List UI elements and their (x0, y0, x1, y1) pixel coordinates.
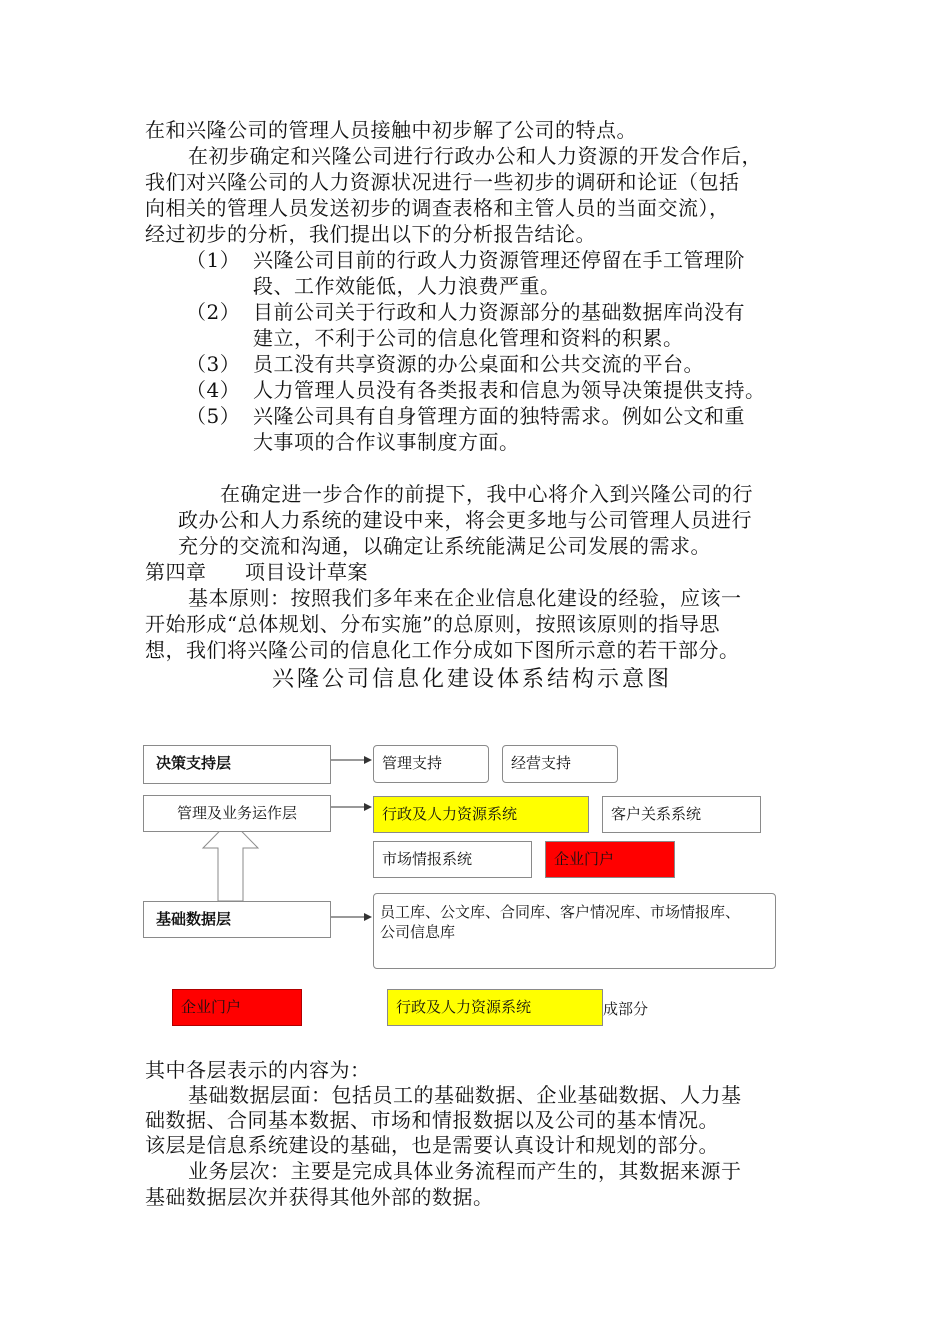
paragraph-line: 业务层次：主要是完成具体业务流程而产生的，其数据来源于 (188, 1159, 742, 1183)
list-item-number: （1） (186, 248, 241, 272)
list-item: 大事项的合作议事制度方面。 (253, 430, 520, 454)
market-intel-system-box: 市场情报系统 (373, 841, 532, 878)
chapter-title: 项目设计草案 (245, 560, 368, 584)
hr-system-box: 行政及人力资源系统 (373, 796, 589, 833)
database-list-line: 公司信息库 (380, 923, 456, 941)
paragraph-line: 在和兴隆公司的管理人员接触中初步解了公司的特点。 (145, 118, 637, 142)
paragraph-line: 基础数据层面：包括员工的基础数据、企业基础数据、人力基 (188, 1083, 742, 1107)
enterprise-portal-box: 企业门户 (545, 841, 675, 878)
paragraph-line: 在确定进一步合作的前提下，我中心将介入到兴隆公司的行 (220, 482, 753, 506)
arrow-right-icon (364, 913, 372, 921)
database-list-line: 员工库、公文库、合同库、客户情况库、市场情报库、 (380, 903, 741, 921)
list-item: 兴隆公司目前的行政人力资源管理还停留在手工管理阶 (253, 248, 745, 272)
list-item: 员工没有共享资源的办公桌面和公共交流的平台。 (253, 352, 704, 376)
paragraph-line: 基本原则：按照我们多年来在企业信息化建设的经验，应该一 (188, 586, 742, 610)
database-list-box (373, 893, 776, 969)
list-item: 兴隆公司具有自身管理方面的独特需求。例如公文和重 (253, 404, 745, 428)
paragraph-line: 经过初步的分析，我们提出以下的分析报告结论。 (145, 222, 596, 246)
legend-suffix: 成部分 (603, 1000, 649, 1018)
list-item-number: （2） (186, 300, 241, 324)
list-item: 段、工作效能低，人力浪费严重。 (253, 274, 561, 298)
upward-arrow-icon (203, 820, 258, 901)
paragraph-line: 在初步确定和兴隆公司进行行政办公和人力资源的开发合作后， (188, 144, 762, 168)
arrow-right-icon (364, 756, 372, 764)
list-item-number: （5） (186, 404, 241, 428)
paragraph-line: 充分的交流和沟通，以确定让系统能满足公司发展的需求。 (178, 534, 711, 558)
paragraph-line: 向相关的管理人员发送初步的调查表格和主管人员的当面交流）， (145, 196, 730, 220)
paragraph-line: 其中各层表示的内容为： (145, 1058, 371, 1082)
paragraph-line: 该层是信息系统建设的基础，也是需要认真设计和规划的部分。 (145, 1133, 719, 1157)
paragraph-line: 想，我们将兴隆公司的信息化工作分成如下图所示意的若干部分。 (145, 638, 740, 662)
list-item: 人力管理人员没有各类报表和信息为领导决策提供支持。 (253, 378, 766, 402)
base-data-layer: 基础数据层 (143, 901, 331, 938)
legend-portal-swatch: 企业门户 (172, 989, 302, 1026)
list-item-number: （4） (186, 378, 241, 402)
crm-system-box: 客户关系系统 (602, 796, 761, 833)
decision-support-layer: 决策支持层 (143, 745, 331, 784)
list-item-number: （3） (186, 352, 241, 376)
list-item: 目前公司关于行政和人力资源部分的基础数据库尚没有 (253, 300, 745, 324)
legend-hr-swatch: 行政及人力资源系统 (387, 989, 603, 1026)
paragraph-line: 础数据、合同基本数据、市场和情报数据以及公司的基本情况。 (145, 1108, 719, 1132)
management-support-box: 管理支持 (373, 745, 489, 783)
paragraph-line: 我们对兴隆公司的人力资源状况进行一些初步的调研和论证（包括 (145, 170, 740, 194)
paragraph-line: 政办公和人力系统的建设中来，将会更多地与公司管理人员进行 (178, 508, 752, 532)
list-item: 建立，不利于公司的信息化管理和资料的积累。 (253, 326, 684, 350)
arrow-right-icon (364, 803, 372, 811)
paragraph-line: 基础数据层次并获得其他外部的数据。 (145, 1185, 494, 1209)
chapter-number: 第四章 (145, 560, 207, 584)
paragraph-line: 开始形成“总体规划、分布实施”的总原则，按照该原则的指导思 (145, 612, 720, 636)
operations-layer: 管理及业务运作层 (143, 795, 331, 832)
diagram-title: 兴隆公司信息化建设体系结构示意图 (272, 667, 673, 692)
business-support-box: 经营支持 (502, 745, 618, 783)
